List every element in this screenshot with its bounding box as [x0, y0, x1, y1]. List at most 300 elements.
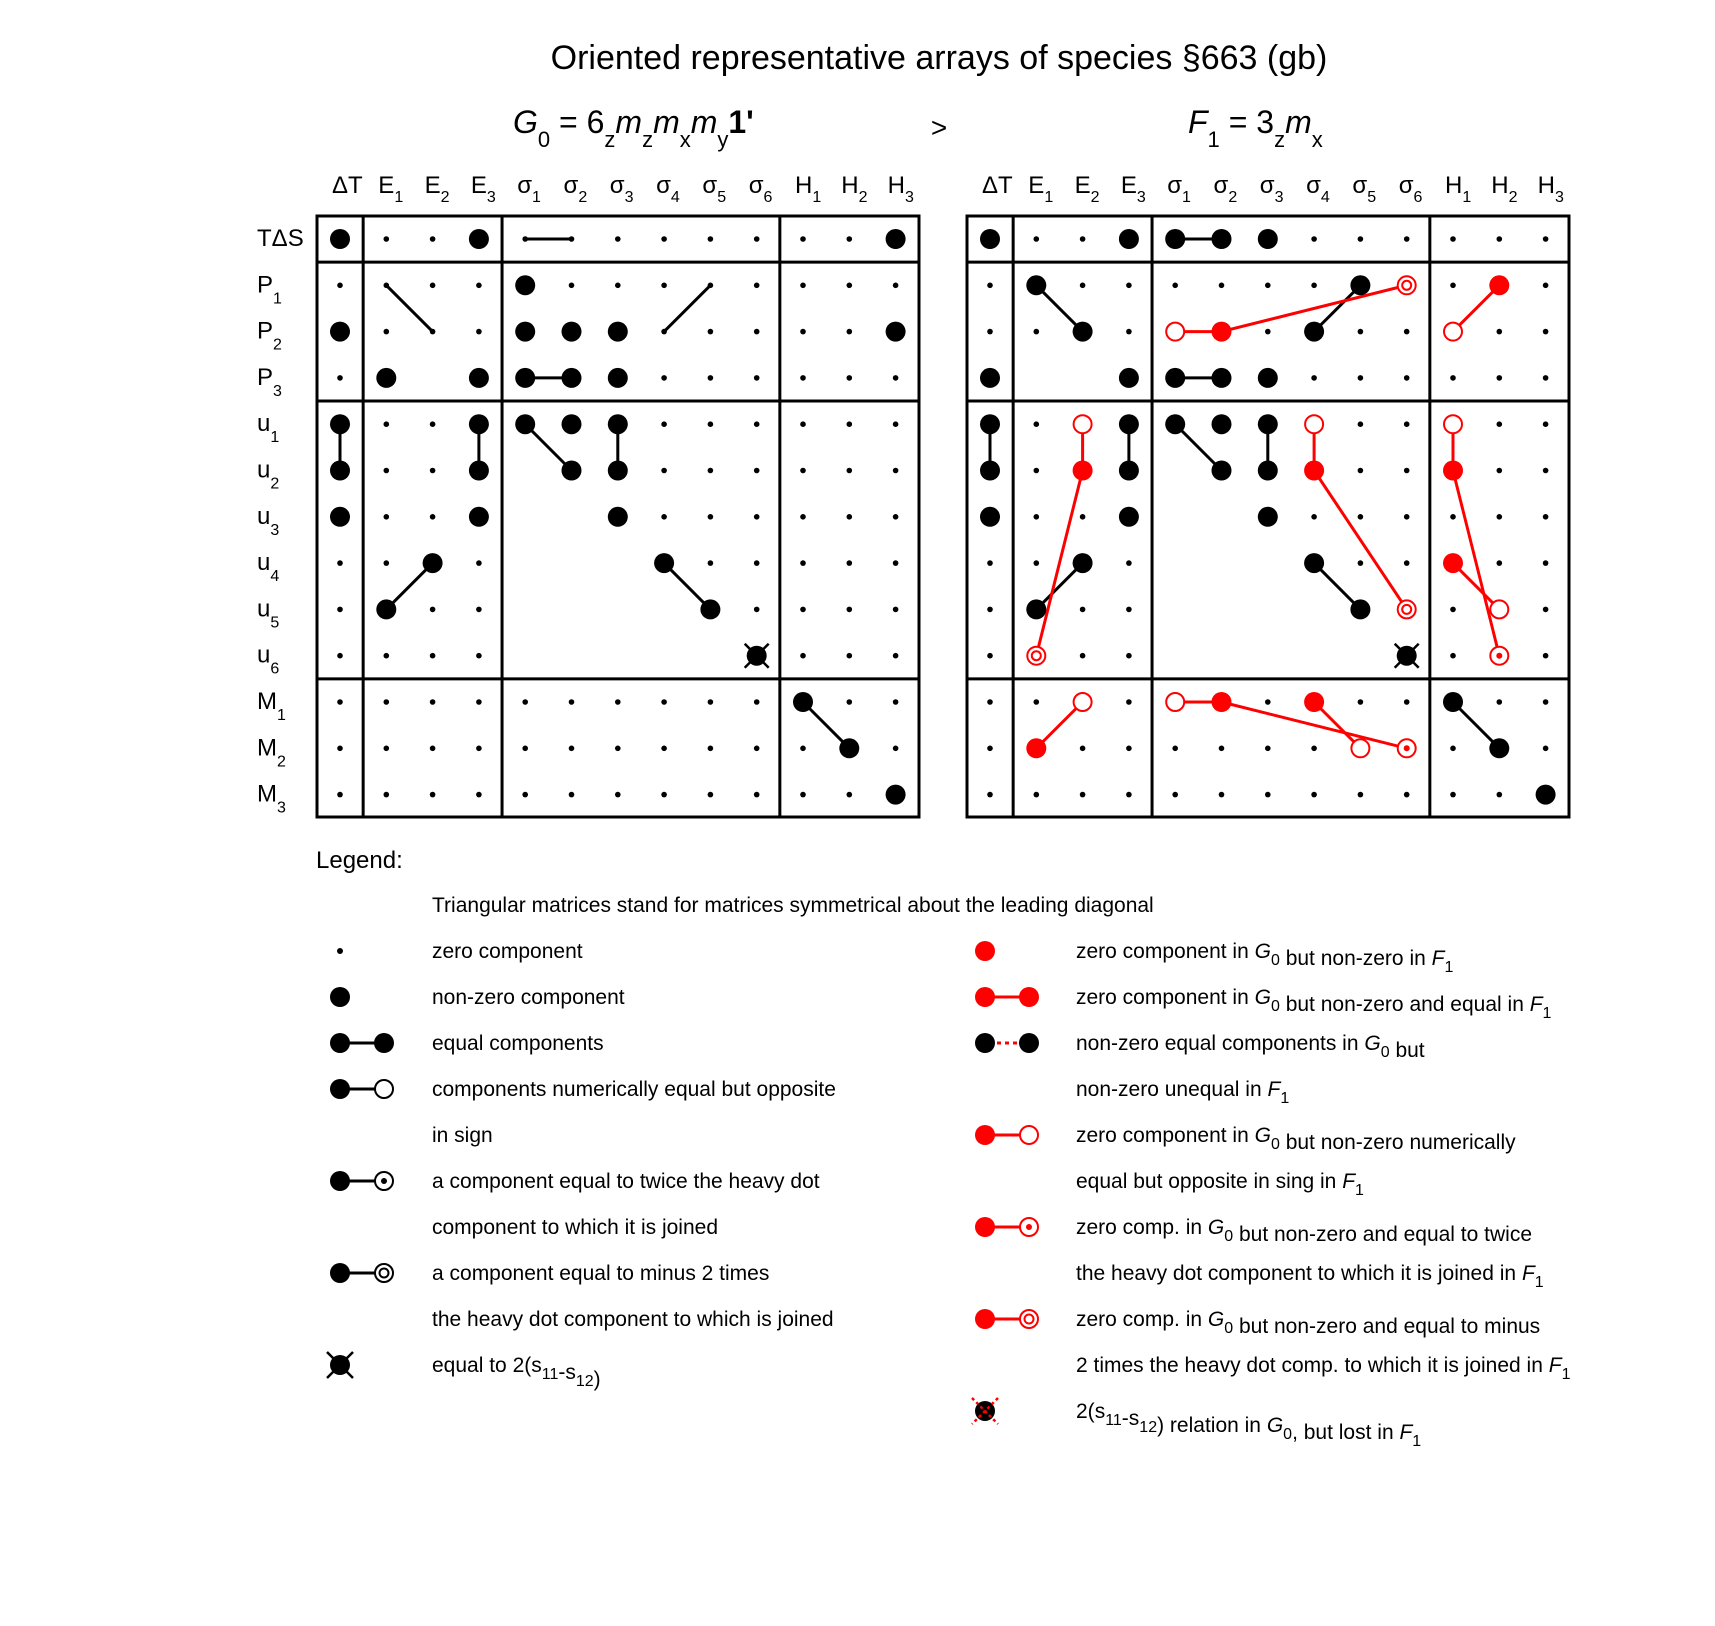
nonzero-component [562, 414, 582, 434]
nonzero-component [1026, 275, 1046, 295]
zero-component [1080, 607, 1086, 613]
column-header: $E_1$ [1028, 172, 1054, 206]
zero-component [800, 421, 806, 427]
nonzero-component [886, 229, 906, 249]
zero-component [1543, 514, 1549, 520]
zero-component [1497, 375, 1503, 381]
red-equal-symbol [1019, 987, 1039, 1007]
zero-component [384, 329, 390, 335]
zero-component [1172, 746, 1178, 752]
zero-component [1126, 607, 1132, 613]
nonzero-component [469, 507, 489, 527]
zero-component [708, 792, 714, 798]
zero-component [708, 514, 714, 520]
small-dot-symbol [337, 948, 343, 954]
nonzero-component [330, 507, 350, 527]
zero-component [893, 653, 899, 659]
zero-component [522, 699, 528, 705]
column-header: $H_1$ [795, 172, 822, 206]
opposite-component [1074, 693, 1092, 711]
zero-component [754, 699, 760, 705]
red-minus-two-symbol [975, 1309, 995, 1329]
zero-component [1126, 653, 1132, 659]
zero-component [1450, 607, 1456, 613]
zero-component [430, 607, 436, 613]
nonzero-component [515, 414, 535, 434]
nonzero-component [562, 461, 582, 481]
zero-component [430, 236, 436, 242]
zero-component [1404, 329, 1410, 335]
row-header: $u_2$ [257, 456, 280, 493]
column-header: $\sigma_3$ [1259, 172, 1284, 206]
opposite-symbol [330, 1079, 350, 1099]
zero-component [754, 792, 760, 798]
zero-component [847, 329, 853, 335]
zero-component [893, 746, 899, 752]
zero-component [1543, 699, 1549, 705]
opposite-component [1305, 415, 1323, 433]
legend-text: non-zero unequal in $F_1$ [1076, 1078, 1290, 1107]
zero-component [384, 653, 390, 659]
row-header: $P_3$ [257, 363, 282, 400]
nonzero-component [1119, 414, 1139, 434]
zero-component [1034, 236, 1040, 242]
legend-text: zero component [432, 940, 583, 963]
nonzero-component [608, 461, 628, 481]
red-opposite-symbol [975, 1125, 995, 1145]
zero-component [384, 699, 390, 705]
zero-component [430, 329, 436, 335]
legend-text: a component equal to minus 2 times [432, 1262, 770, 1285]
zero-component [708, 746, 714, 752]
red-component [1489, 275, 1509, 295]
equal-symbol [374, 1033, 394, 1053]
minus-two-symbol [375, 1264, 393, 1282]
zero-component [661, 792, 667, 798]
column-header: $E_2$ [424, 172, 450, 206]
column-header: $\sigma_2$ [563, 172, 588, 206]
legend-note: Triangular matrices stand for matrices symmetrical about the leading diagonal [432, 894, 1154, 917]
zero-component [1080, 792, 1086, 798]
opposite-component [1074, 415, 1092, 433]
zero-component [1080, 746, 1086, 752]
nonzero-component [1165, 229, 1185, 249]
zero-component [1034, 699, 1040, 705]
zero-component [1311, 792, 1317, 798]
opposite-component [1166, 693, 1184, 711]
minus-two-component [1398, 600, 1416, 618]
zero-component [1358, 699, 1364, 705]
zero-component [800, 375, 806, 381]
zero-component [1311, 746, 1317, 752]
red-twice-symbol [1026, 1224, 1032, 1230]
zero-component [1080, 236, 1086, 242]
zero-component [987, 653, 993, 659]
row-header: $P_1$ [257, 271, 282, 308]
zero-component [430, 792, 436, 798]
red-component [1443, 461, 1463, 481]
zero-component [847, 699, 853, 705]
component-link [664, 285, 710, 331]
legend-text: zero component in $G_0$ but non-zero in $F_1$ [1076, 940, 1454, 976]
zero-component [1219, 283, 1225, 289]
zero-component [1311, 375, 1317, 381]
zero-component [1126, 699, 1132, 705]
zero-component [384, 421, 390, 427]
zero-component [754, 607, 760, 613]
zero-component [661, 514, 667, 520]
zero-component [476, 792, 482, 798]
zero-component [893, 607, 899, 613]
minus-two-component [1027, 647, 1045, 665]
zero-component [476, 283, 482, 289]
zero-component [893, 375, 899, 381]
group-formula: $G_0 = 6_zm_zm_xm_y1'$ [513, 104, 754, 152]
legend-heading: Legend: [316, 847, 403, 874]
zero-component [337, 283, 343, 289]
zero-component [1497, 421, 1503, 427]
zero-component [661, 329, 667, 335]
nonzero-component [423, 553, 443, 573]
zero-component [1497, 792, 1503, 798]
zero-component [1358, 236, 1364, 242]
minus-two-component [1398, 276, 1416, 294]
zero-component [754, 468, 760, 474]
nonzero-component [608, 322, 628, 342]
nonzero-component [886, 322, 906, 342]
zero-component [800, 792, 806, 798]
nonzero-component [469, 461, 489, 481]
matrix-f1 [967, 172, 1569, 817]
nonzero-component [1489, 738, 1509, 758]
zero-component [1126, 329, 1132, 335]
nonzero-component [1258, 414, 1278, 434]
zero-component [708, 468, 714, 474]
zero-component [661, 746, 667, 752]
column-header: $\sigma_1$ [517, 172, 541, 206]
zero-component [615, 792, 621, 798]
zero-component [1358, 375, 1364, 381]
column-header: $E_1$ [378, 172, 404, 206]
column-header: $H_3$ [1537, 172, 1564, 206]
zero-component [522, 746, 528, 752]
zero-component [337, 792, 343, 798]
twice-inner [1404, 745, 1410, 751]
zero-component [384, 514, 390, 520]
nonzero-component [469, 229, 489, 249]
zero-component [1497, 514, 1503, 520]
legend-text: components numerically equal but opposite [432, 1078, 836, 1101]
column-header: $H_3$ [887, 172, 914, 206]
zero-component [987, 792, 993, 798]
red-minus-two-symbol [1020, 1310, 1038, 1328]
zero-component [1265, 746, 1271, 752]
zero-component [661, 699, 667, 705]
zero-component [1126, 283, 1132, 289]
zero-component [708, 329, 714, 335]
legend-text: the heavy dot component to which is joined [432, 1308, 834, 1331]
zero-component [800, 514, 806, 520]
nonzero-component [1165, 414, 1185, 434]
zero-component [476, 699, 482, 705]
red-equal-symbol [975, 987, 995, 1007]
nonzero-component [608, 507, 628, 527]
zero-component [1265, 283, 1271, 289]
nonzero-component [1119, 229, 1139, 249]
zero-component [1450, 514, 1456, 520]
opposite-component [1351, 739, 1369, 757]
column-header: $\sigma_2$ [1213, 172, 1238, 206]
opposite-symbol [375, 1080, 393, 1098]
column-header: $\sigma_6$ [1398, 172, 1423, 206]
zero-component [384, 746, 390, 752]
zero-component [800, 746, 806, 752]
zero-component [569, 746, 575, 752]
zero-component [1450, 236, 1456, 242]
nonzero-component [1119, 507, 1139, 527]
zero-component [384, 792, 390, 798]
nonzero-component [515, 322, 535, 342]
nonzero-component [330, 229, 350, 249]
nonzero-component [1073, 322, 1093, 342]
row-header: TΔS [257, 225, 304, 252]
zero-component [661, 468, 667, 474]
zero-component [1219, 746, 1225, 752]
zero-component [1543, 283, 1549, 289]
zero-component [754, 560, 760, 566]
opposite-component [1444, 415, 1462, 433]
twice-symbol [381, 1178, 387, 1184]
nonzero-component [330, 461, 350, 481]
zero-component [1358, 560, 1364, 566]
nonzero-component [330, 322, 350, 342]
zero-component [1543, 653, 1549, 659]
zero-component [1265, 792, 1271, 798]
zero-component [987, 329, 993, 335]
equal-symbol [330, 1033, 350, 1053]
red-component [1443, 553, 1463, 573]
zero-component [847, 653, 853, 659]
zero-component [1358, 514, 1364, 520]
nonzero-component [1165, 368, 1185, 388]
row-header: $M_2$ [257, 734, 286, 771]
zero-component [847, 792, 853, 798]
row-header: $u_5$ [257, 595, 280, 632]
zero-component [708, 560, 714, 566]
legend-text: zero component in $G_0$ but non-zero numerically [1076, 1124, 1516, 1154]
zero-component [430, 468, 436, 474]
legend-text: the heavy dot component to which it is joined in $F_1$ [1076, 1262, 1544, 1291]
nonzero-component [980, 229, 1000, 249]
legend-text: a component equal to twice the heavy dot [432, 1170, 820, 1193]
zero-component [1497, 236, 1503, 242]
nonzero-component [654, 553, 674, 573]
twice-symbol [330, 1171, 350, 1191]
red-twice-symbol [975, 1217, 995, 1237]
column-header: ΔT [332, 172, 363, 199]
zero-component [384, 236, 390, 242]
zero-component [1404, 375, 1410, 381]
nonzero-component [839, 738, 859, 758]
nonzero-component [562, 322, 582, 342]
zero-component [893, 699, 899, 705]
diagram-title: Oriented representative arrays of species §663 (gb) [550, 39, 1328, 77]
dotted-equal-symbol [1019, 1033, 1039, 1053]
zero-component [1543, 607, 1549, 613]
zero-component [1034, 329, 1040, 335]
row-header: $M_3$ [257, 780, 286, 817]
left-group-label [513, 104, 754, 152]
nonzero-component [469, 414, 489, 434]
zero-component [1311, 514, 1317, 520]
zero-component [1450, 653, 1456, 659]
zero-component [1034, 468, 1040, 474]
zero-component [476, 653, 482, 659]
zero-component [987, 746, 993, 752]
column-header: $H_1$ [1445, 172, 1472, 206]
nonzero-component [1350, 599, 1370, 619]
matrix-g0 [257, 172, 919, 817]
zero-component [800, 283, 806, 289]
nonzero-component [1073, 553, 1093, 573]
legend-text: non-zero component [432, 986, 625, 1009]
nonzero-component [1212, 414, 1232, 434]
zero-component [1358, 792, 1364, 798]
zero-component [800, 468, 806, 474]
row-header: $u_3$ [257, 502, 280, 539]
zero-component [1034, 421, 1040, 427]
red-opposite-symbol [1020, 1126, 1038, 1144]
nonzero-component [330, 414, 350, 434]
zero-component [847, 468, 853, 474]
nonzero-component [1304, 553, 1324, 573]
zero-component [1034, 792, 1040, 798]
zero-component [1126, 560, 1132, 566]
zero-component [661, 283, 667, 289]
zero-component [569, 236, 575, 242]
nonzero-component [515, 368, 535, 388]
red-component [1304, 692, 1324, 712]
row-header: $u_4$ [257, 549, 280, 586]
zero-component [1034, 514, 1040, 520]
legend-text: equal to $2(s_{11}-s_{12})$ [432, 1354, 601, 1391]
zero-component [615, 283, 621, 289]
zero-component [337, 375, 343, 381]
nonzero-component [376, 368, 396, 388]
red-component [1304, 461, 1324, 481]
group-formula: $F_1 = 3_zm_x$ [1188, 104, 1323, 152]
column-header: $\sigma_5$ [1352, 172, 1377, 206]
legend-text: component to which it is joined [432, 1216, 718, 1239]
zero-component [1404, 468, 1410, 474]
column-header: $\sigma_4$ [656, 172, 680, 206]
zero-component [1450, 375, 1456, 381]
nonzero-component [608, 368, 628, 388]
zero-component [754, 283, 760, 289]
zero-component [1497, 699, 1503, 705]
nonzero-component [1536, 785, 1556, 805]
zero-component [522, 236, 528, 242]
legend-text: zero comp. in $G_0$ but non-zero and equal to minus [1076, 1308, 1541, 1338]
zero-component [1358, 468, 1364, 474]
red-component [1212, 692, 1232, 712]
zero-component [1543, 329, 1549, 335]
zero-component [1219, 792, 1225, 798]
zero-component [384, 283, 390, 289]
legend-text: non-zero equal components in $G_0$ but [1076, 1032, 1425, 1062]
nonzero-component [1258, 507, 1278, 527]
legend-text: in sign [432, 1124, 493, 1147]
zero-component [1404, 699, 1410, 705]
nonzero-component [376, 599, 396, 619]
zero-component [476, 560, 482, 566]
zero-component [615, 236, 621, 242]
column-header: $E_3$ [470, 172, 496, 206]
zero-component [384, 468, 390, 474]
zero-component [800, 653, 806, 659]
nonzero-component [1212, 229, 1232, 249]
nonzero-component [700, 599, 720, 619]
zero-component [987, 283, 993, 289]
zero-component [1358, 329, 1364, 335]
column-header: $H_2$ [841, 172, 868, 206]
legend-left [327, 940, 836, 1391]
zero-component [430, 746, 436, 752]
zero-component [847, 560, 853, 566]
nonzero-component [1304, 322, 1324, 342]
zero-component [661, 421, 667, 427]
zero-component [1126, 746, 1132, 752]
nonzero-component [1212, 368, 1232, 388]
zero-component [893, 468, 899, 474]
zero-component [661, 375, 667, 381]
legend-text: zero comp. in $G_0$ but non-zero and equal to twice [1076, 1216, 1533, 1246]
opposite-component [1166, 323, 1184, 341]
zero-component [1172, 283, 1178, 289]
zero-component [1034, 560, 1040, 566]
column-header: ΔT [982, 172, 1013, 199]
zero-component [800, 236, 806, 242]
row-header: $M_1$ [257, 688, 286, 724]
nonzero-component [980, 368, 1000, 388]
nonzero-component [608, 414, 628, 434]
zero-component [987, 560, 993, 566]
nonzero-component [469, 368, 489, 388]
column-header: $\sigma_1$ [1167, 172, 1191, 206]
zero-component [1450, 746, 1456, 752]
zero-component [847, 514, 853, 520]
nonzero-component [1258, 461, 1278, 481]
zero-component [1543, 375, 1549, 381]
zero-component [800, 560, 806, 566]
zero-component [430, 653, 436, 659]
column-header: $\sigma_6$ [748, 172, 773, 206]
nonzero-component [1443, 692, 1463, 712]
nonzero-component [980, 507, 1000, 527]
zero-component [1080, 514, 1086, 520]
nonzero-component [1119, 461, 1139, 481]
row-header: $u_6$ [257, 641, 280, 678]
zero-component [1543, 421, 1549, 427]
zero-component [661, 236, 667, 242]
zero-component [754, 236, 760, 242]
zero-component [893, 421, 899, 427]
group-separator: > [930, 112, 948, 143]
zero-component [754, 375, 760, 381]
nonzero-component [793, 692, 813, 712]
nonzero-component [1212, 461, 1232, 481]
zero-component [1404, 421, 1410, 427]
